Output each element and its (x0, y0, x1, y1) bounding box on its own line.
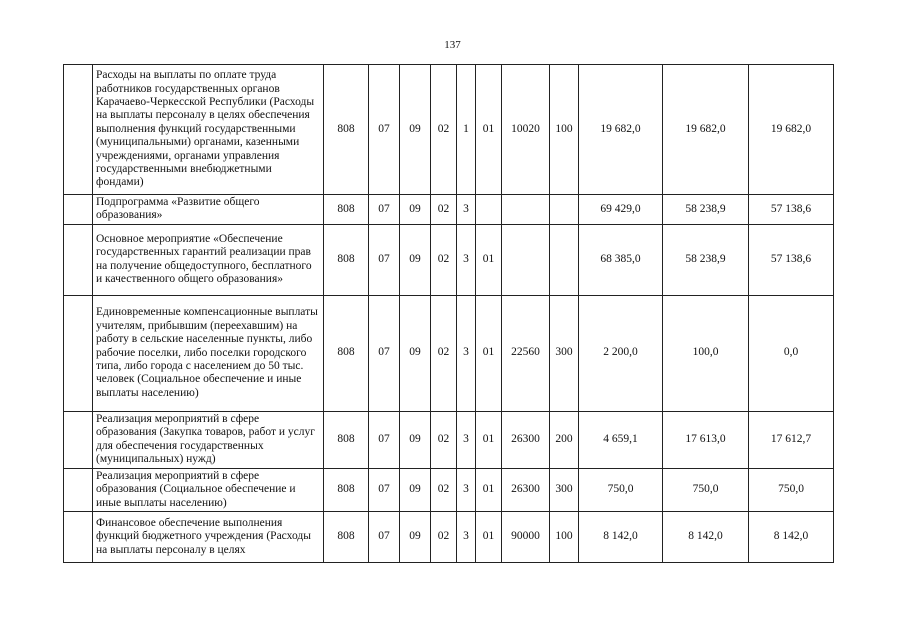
expense-type-cell: 100 (550, 512, 579, 563)
table-row (64, 411, 834, 468)
blank-index-cell (64, 195, 93, 225)
blank-index-cell (64, 224, 93, 295)
sum-year2-cell: 100,0 (663, 295, 749, 411)
expense-type-cell: 200 (550, 411, 579, 468)
direction-cell: 10020 (502, 65, 550, 195)
expense-type-cell: 100 (550, 65, 579, 195)
subprogram-cell: 3 (457, 195, 476, 225)
ministry-code-cell: 808 (324, 295, 369, 411)
subsection-cell: 09 (400, 224, 431, 295)
direction-cell: 26300 (502, 411, 550, 468)
section-cell: 07 (369, 65, 400, 195)
program-cell: 02 (431, 295, 457, 411)
subprogram-cell: 3 (457, 224, 476, 295)
subprogram-cell: 1 (457, 65, 476, 195)
sum-year3-cell: 0,0 (749, 295, 834, 411)
table-row (64, 195, 834, 225)
sum-year3-cell: 57 138,6 (749, 224, 834, 295)
ministry-code-cell: 808 (324, 224, 369, 295)
sum-year1-cell: 19 682,0 (579, 65, 663, 195)
table-row (64, 512, 834, 563)
row-description: Расходы на выплаты по оплате труда работников государственных органов Карачаево-Черкесской Республики (Расходы на выплаты персоналу в целях обеспечения выполнения функций государственными (муниципальными) органами, казенными учреждениями, органами управления государственными внебюджетными фондами) (93, 65, 324, 195)
table-row (64, 295, 834, 411)
direction-cell (502, 224, 550, 295)
row-description: Реализация мероприятий в сфере образования (Социальное обеспечение и иные выплаты населению) (93, 468, 324, 511)
ministry-code-cell: 808 (324, 512, 369, 563)
sum-year1-cell: 4 659,1 (579, 411, 663, 468)
sum-year3-cell: 8 142,0 (749, 512, 834, 563)
sum-year1-cell: 750,0 (579, 468, 663, 511)
sum-year1-cell: 8 142,0 (579, 512, 663, 563)
subsection-cell: 09 (400, 195, 431, 225)
section-cell: 07 (369, 411, 400, 468)
sum-year2-cell: 58 238,9 (663, 195, 749, 225)
program-cell: 02 (431, 195, 457, 225)
event-cell: 01 (476, 295, 502, 411)
event-cell: 01 (476, 512, 502, 563)
sum-year1-cell: 69 429,0 (579, 195, 663, 225)
ministry-code-cell: 808 (324, 195, 369, 225)
ministry-code-cell: 808 (324, 411, 369, 468)
blank-index-cell (64, 295, 93, 411)
row-description: Основное мероприятие «Обеспечение государственных гарантий реализации прав на получение общедоступного, бесплатного и качественного общего образования» (93, 224, 324, 295)
subsection-cell: 09 (400, 468, 431, 511)
row-description: Реализация мероприятий в сфере образования (Закупка товаров, работ и услуг для обеспечения государственных (муниципальных) нужд) (93, 411, 324, 468)
program-cell: 02 (431, 224, 457, 295)
ministry-code-cell: 808 (324, 468, 369, 511)
ministry-code-cell: 808 (324, 65, 369, 195)
sum-year1-cell: 68 385,0 (579, 224, 663, 295)
sum-year2-cell: 17 613,0 (663, 411, 749, 468)
event-cell: 01 (476, 411, 502, 468)
row-description: Единовременные компенсационные выплаты учителям, прибывшим (переехавшим) на работу в сельские населенные пункты, либо рабочие поселки, либо поселки городского типа, либо города с населением до 50 тыс. человек (Социальное обеспечение и иные выплаты населению) (93, 295, 324, 411)
event-cell: 01 (476, 224, 502, 295)
program-cell: 02 (431, 468, 457, 511)
sum-year3-cell: 17 612,7 (749, 411, 834, 468)
subprogram-cell: 3 (457, 468, 476, 511)
subsection-cell: 09 (400, 512, 431, 563)
blank-index-cell (64, 512, 93, 563)
blank-index-cell (64, 65, 93, 195)
sum-year3-cell: 750,0 (749, 468, 834, 511)
blank-index-cell (64, 468, 93, 511)
row-description: Финансовое обеспечение выполнения функций бюджетного учреждения (Расходы на выплаты персоналу в целях (93, 512, 324, 563)
table-row (64, 224, 834, 295)
sum-year2-cell: 8 142,0 (663, 512, 749, 563)
section-cell: 07 (369, 295, 400, 411)
sum-year3-cell: 57 138,6 (749, 195, 834, 225)
subprogram-cell: 3 (457, 512, 476, 563)
expense-type-cell: 300 (550, 468, 579, 511)
sum-year1-cell: 2 200,0 (579, 295, 663, 411)
row-description: Подпрограмма «Развитие общего образования» (93, 195, 324, 225)
table-row (64, 65, 834, 195)
subprogram-cell: 3 (457, 411, 476, 468)
direction-cell: 22560 (502, 295, 550, 411)
budget-table (63, 64, 834, 563)
blank-index-cell (64, 411, 93, 468)
section-cell: 07 (369, 195, 400, 225)
subsection-cell: 09 (400, 65, 431, 195)
expense-type-cell (550, 224, 579, 295)
program-cell: 02 (431, 65, 457, 195)
sum-year2-cell: 58 238,9 (663, 224, 749, 295)
event-cell: 01 (476, 468, 502, 511)
table-row (64, 468, 834, 511)
subprogram-cell: 3 (457, 295, 476, 411)
sum-year2-cell: 750,0 (663, 468, 749, 511)
event-cell (476, 195, 502, 225)
subsection-cell: 09 (400, 295, 431, 411)
program-cell: 02 (431, 411, 457, 468)
subsection-cell: 09 (400, 411, 431, 468)
program-cell: 02 (431, 512, 457, 563)
direction-cell (502, 195, 550, 225)
sum-year2-cell: 19 682,0 (663, 65, 749, 195)
direction-cell: 90000 (502, 512, 550, 563)
sum-year3-cell: 19 682,0 (749, 65, 834, 195)
expense-type-cell: 300 (550, 295, 579, 411)
expense-type-cell (550, 195, 579, 225)
direction-cell: 26300 (502, 468, 550, 511)
section-cell: 07 (369, 512, 400, 563)
section-cell: 07 (369, 224, 400, 295)
event-cell: 01 (476, 65, 502, 195)
section-cell: 07 (369, 468, 400, 511)
page-number: 137 (444, 39, 461, 51)
